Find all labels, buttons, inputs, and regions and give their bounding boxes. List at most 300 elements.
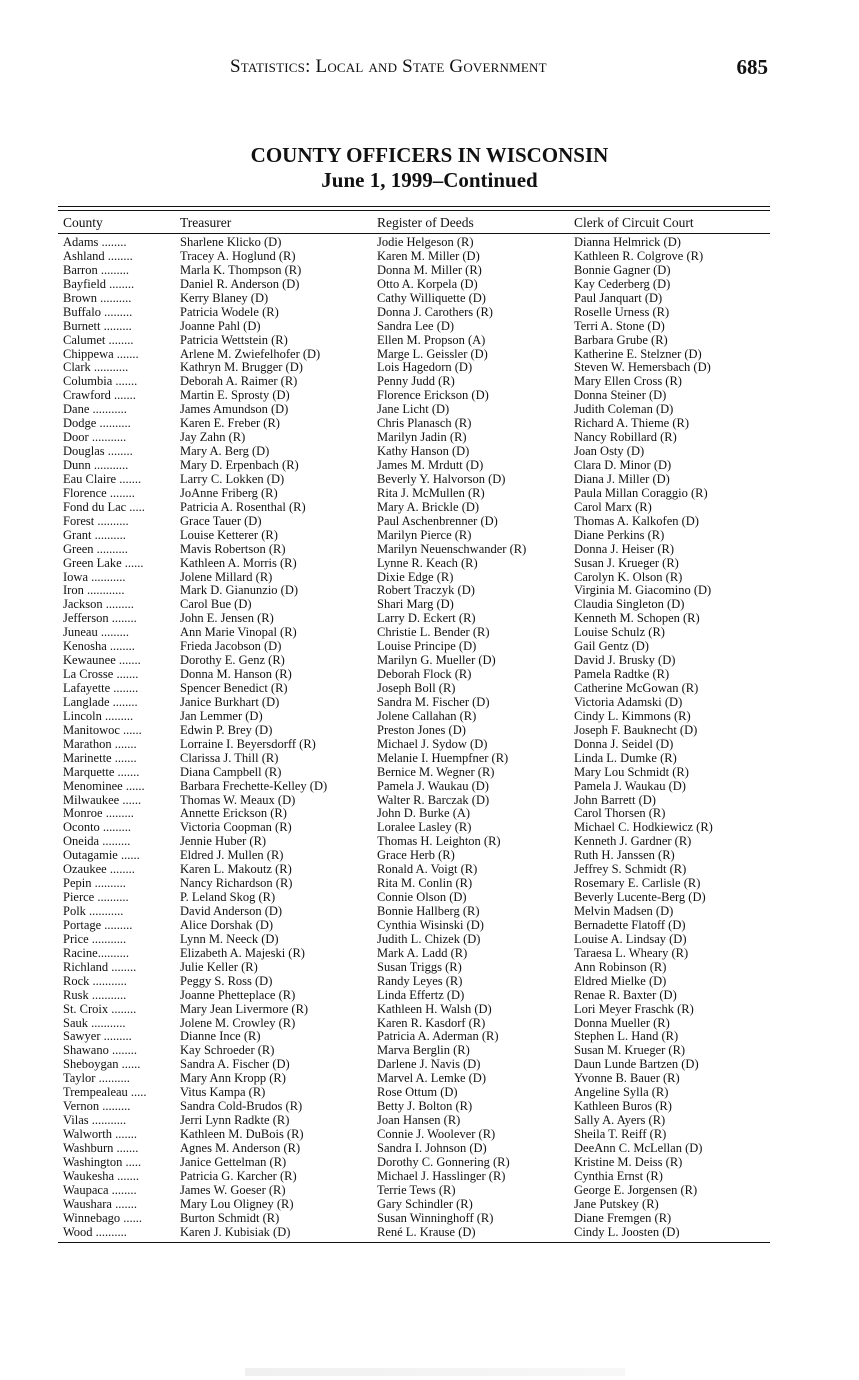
- cell-county: Dodge ..........: [63, 417, 131, 431]
- column-header-county: County: [63, 215, 103, 230]
- cell-register-of-deeds: Donna M. Miller (R): [377, 262, 482, 277]
- cell-clerk-of-circuit-court: Jeffrey S. Schmidt (R): [574, 862, 687, 877]
- cell-register-of-deeds: Lynne R. Keach (R): [377, 555, 478, 570]
- cell-county: Green ..........: [63, 542, 128, 556]
- cell-register-of-deeds: Marvel A. Lemke (D): [377, 1071, 486, 1086]
- table-body: [0, 236, 859, 1240]
- cell-clerk-of-circuit-court: Pamela J. Waukau (D): [574, 778, 686, 793]
- cell-clerk-of-circuit-court: Ann Robinson (R): [574, 959, 667, 974]
- table-row: [0, 891, 859, 905]
- cell-county: Pierce ..........: [63, 891, 129, 905]
- cell-county: Lincoln .........: [63, 709, 134, 723]
- cell-treasurer: Larry C. Lokken (D): [180, 471, 285, 486]
- cell-county: Monroe .........: [63, 807, 134, 821]
- table-row: [0, 487, 859, 501]
- cell-register-of-deeds: Connie J. Woolever (R): [377, 1127, 496, 1141]
- table-row: [0, 1226, 859, 1240]
- cell-register-of-deeds: Judith L. Chizek (D): [377, 931, 481, 946]
- cell-clerk-of-circuit-court: Daun Lunde Bartzen (D): [574, 1057, 699, 1072]
- cell-county: Clark ...........: [63, 361, 129, 375]
- cell-clerk-of-circuit-court: Diana J. Miller (D): [574, 471, 670, 486]
- table-header-row: [0, 214, 859, 232]
- cell-register-of-deeds: Otto A. Korpela (D): [377, 276, 478, 291]
- cell-county: Richland ........: [63, 960, 137, 974]
- cell-county: Kenosha ........: [63, 640, 135, 654]
- table-row: [0, 1142, 859, 1156]
- cell-treasurer: Barbara Frechette-Kelley (D): [180, 778, 328, 793]
- table-row: [0, 445, 859, 459]
- cell-county: Jackson .........: [63, 598, 134, 612]
- cell-clerk-of-circuit-court: Donna J. Seidel (D): [574, 736, 674, 751]
- cell-treasurer: James Amundson (D): [180, 402, 289, 417]
- cell-clerk-of-circuit-court: Paula Millan Coraggio (R): [574, 485, 708, 500]
- table-row: [0, 529, 859, 543]
- cell-county: Outagamie ......: [63, 849, 140, 863]
- cell-county: Sauk ...........: [63, 1016, 126, 1030]
- cell-register-of-deeds: Donna J. Carothers (R): [377, 304, 493, 319]
- cell-register-of-deeds: Florence Erickson (D): [377, 388, 489, 403]
- cell-clerk-of-circuit-court: John Barrett (D): [574, 792, 656, 807]
- cell-county: Rock ...........: [63, 974, 127, 988]
- cell-register-of-deeds: Christie L. Bender (R): [377, 625, 490, 640]
- cell-clerk-of-circuit-court: Roselle Urness (R): [574, 304, 670, 319]
- cell-treasurer: Peggy S. Ross (D): [180, 973, 273, 988]
- cell-treasurer: Joanne Pahl (D): [180, 318, 261, 333]
- cell-clerk-of-circuit-court: Clara D. Minor (D): [574, 458, 672, 472]
- cell-treasurer: Mary D. Erpenbach (R): [180, 458, 299, 472]
- cell-register-of-deeds: John D. Burke (A): [377, 806, 471, 821]
- cell-register-of-deeds: Preston Jones (D): [377, 722, 466, 737]
- table-row: [0, 724, 859, 738]
- cell-county: Fond du Lac .....: [63, 500, 145, 514]
- cell-clerk-of-circuit-court: Kay Cederberg (D): [574, 276, 671, 291]
- cell-treasurer: Kay Schroeder (R): [180, 1043, 275, 1058]
- table-row: [0, 236, 859, 250]
- cell-register-of-deeds: Joan Hansen (R): [377, 1113, 461, 1128]
- table-row: [0, 348, 859, 362]
- running-head: Statistics: Local and State Government: [230, 56, 547, 77]
- cell-treasurer: Jolene Millard (R): [180, 569, 273, 584]
- cell-treasurer: David Anderson (D): [180, 904, 283, 918]
- cell-county: Grant ..........: [63, 528, 126, 542]
- cell-clerk-of-circuit-court: Barbara Grube (R): [574, 332, 668, 347]
- cell-clerk-of-circuit-court: Ruth H. Janssen (R): [574, 848, 675, 863]
- table-title: COUNTY OFFICERS IN WISCONSIN: [250, 143, 609, 167]
- cell-clerk-of-circuit-court: Eldred Mielke (D): [574, 973, 667, 988]
- cell-clerk-of-circuit-court: Rosemary E. Carlisle (R): [574, 876, 701, 891]
- table-row: [0, 835, 859, 849]
- cell-treasurer: Patricia A. Rosenthal (R): [180, 499, 306, 514]
- cell-treasurer: Mary Ann Kropp (R): [180, 1071, 286, 1086]
- table-row: [0, 696, 859, 710]
- cell-county: Waushara .......: [63, 1197, 137, 1211]
- cell-register-of-deeds: Ellen M. Propson (A): [377, 332, 486, 347]
- cell-clerk-of-circuit-court: Mary Lou Schmidt (R): [574, 764, 689, 779]
- table-row: [0, 947, 859, 961]
- cell-treasurer: Clarissa J. Thill (R): [180, 750, 279, 765]
- cell-treasurer: Karen E. Freber (R): [180, 416, 280, 431]
- cell-treasurer: Marla K. Thompson (R): [180, 262, 302, 277]
- cell-county: Jefferson ........: [63, 612, 137, 626]
- table-row: [0, 989, 859, 1003]
- cell-register-of-deeds: Dorothy C. Gonnering (R): [377, 1154, 510, 1169]
- cell-treasurer: Lynn M. Neeck (D): [180, 931, 279, 946]
- table-row: [0, 821, 859, 835]
- cell-county: La Crosse .......: [63, 668, 139, 682]
- cell-register-of-deeds: Shari Marg (D): [377, 597, 454, 612]
- column-header-treasurer: Treasurer: [180, 215, 232, 230]
- bottom-rule: [58, 1242, 770, 1243]
- table-row: [0, 278, 859, 292]
- cell-treasurer: Edwin P. Brey (D): [180, 722, 273, 737]
- cell-county: Chippewa .......: [63, 347, 139, 361]
- cell-treasurer: Deborah A. Raimer (R): [180, 374, 298, 389]
- cell-clerk-of-circuit-court: Renae R. Baxter (D): [574, 987, 677, 1002]
- cell-county: Menominee ......: [63, 779, 145, 793]
- cell-clerk-of-circuit-court: Sally A. Ayers (R): [574, 1113, 666, 1128]
- cell-register-of-deeds: Cathy Williquette (D): [377, 290, 486, 305]
- table-row: [0, 807, 859, 821]
- table-row: [0, 654, 859, 668]
- cell-clerk-of-circuit-court: Dianna Helmrick (D): [574, 235, 681, 249]
- cell-treasurer: Dorothy E. Genz (R): [180, 653, 285, 668]
- cell-clerk-of-circuit-court: Bernadette Flatoff (D): [574, 917, 686, 932]
- cell-clerk-of-circuit-court: Taraesa L. Wheary (R): [574, 945, 689, 960]
- cell-treasurer: Jay Zahn (R): [180, 430, 246, 445]
- cell-clerk-of-circuit-court: Diane Perkins (R): [574, 527, 665, 542]
- cell-county: Trempealeau .....: [63, 1086, 147, 1100]
- table-row: [0, 933, 859, 947]
- table-row: [0, 515, 859, 529]
- cell-clerk-of-circuit-court: Michael C. Hodkiewicz (R): [574, 820, 713, 835]
- cell-register-of-deeds: Joseph Boll (R): [377, 681, 456, 695]
- cell-county: Milwaukee ......: [63, 793, 142, 807]
- cell-clerk-of-circuit-court: Linda L. Dumke (R): [574, 750, 677, 765]
- table-row: [0, 375, 859, 389]
- table-row: [0, 1072, 859, 1086]
- table-row: [0, 1198, 859, 1212]
- cell-county: Ozaukee ........: [63, 863, 135, 877]
- cell-register-of-deeds: Susan Winninghoff (R): [377, 1210, 494, 1225]
- cell-county: Washington .....: [63, 1155, 142, 1169]
- top-rule: [58, 206, 770, 207]
- table-row: [0, 1100, 859, 1114]
- table-row: [0, 794, 859, 808]
- cell-treasurer: Mary A. Berg (D): [180, 444, 270, 459]
- cell-county: Barron .........: [63, 263, 129, 277]
- cell-treasurer: Patricia Wodele (R): [180, 304, 279, 319]
- cell-county: Forest ..........: [63, 514, 129, 528]
- cell-register-of-deeds: Jane Licht (D): [377, 402, 450, 417]
- cell-county: Dane ...........: [63, 403, 127, 417]
- cell-clerk-of-circuit-court: Yvonne B. Bauer (R): [574, 1071, 680, 1086]
- table-row: [0, 361, 859, 375]
- cell-register-of-deeds: Betty J. Bolton (R): [377, 1099, 473, 1114]
- cell-treasurer: Karen L. Makoutz (R): [180, 862, 292, 877]
- table-row: [0, 557, 859, 571]
- cell-clerk-of-circuit-court: Virginia M. Giacomino (D): [574, 583, 712, 598]
- cell-county: Juneau .........: [63, 626, 129, 640]
- cell-clerk-of-circuit-court: Cindy L. Kimmons (R): [574, 708, 691, 723]
- cell-clerk-of-circuit-court: Joan Osty (D): [574, 444, 645, 459]
- cell-clerk-of-circuit-court: Richard A. Thieme (R): [574, 416, 690, 431]
- table-row: [0, 1044, 859, 1058]
- table-row: [0, 961, 859, 975]
- table-row: [0, 905, 859, 919]
- cell-clerk-of-circuit-court: Carol Marx (R): [574, 499, 652, 514]
- cell-treasurer: James W. Goeser (R): [180, 1182, 286, 1197]
- cell-county: Waupaca ........: [63, 1183, 137, 1197]
- table-row: [0, 250, 859, 264]
- cell-register-of-deeds: Karen R. Kasdorf (R): [377, 1015, 486, 1030]
- cell-register-of-deeds: Rita J. McMullen (R): [377, 485, 485, 500]
- cell-register-of-deeds: Randy Leyes (R): [377, 973, 463, 988]
- cell-treasurer: Kathleen A. Morris (R): [180, 555, 297, 570]
- cell-county: Oconto .........: [63, 821, 132, 835]
- cell-clerk-of-circuit-court: Kristine M. Deiss (R): [574, 1154, 683, 1169]
- cell-register-of-deeds: Darlene J. Navis (D): [377, 1057, 481, 1072]
- cell-register-of-deeds: Jolene Callahan (R): [377, 708, 477, 723]
- cell-clerk-of-circuit-court: Angeline Sylla (R): [574, 1085, 669, 1100]
- cell-county: Sawyer .........: [63, 1030, 132, 1044]
- table-row: [0, 598, 859, 612]
- cell-county: Vernon .........: [63, 1100, 131, 1114]
- table-row: [0, 1114, 859, 1128]
- table-row: [0, 1170, 859, 1184]
- cell-clerk-of-circuit-court: Katherine E. Stelzner (D): [574, 346, 702, 361]
- table-row: [0, 459, 859, 473]
- cell-treasurer: Kathleen M. DuBois (R): [180, 1127, 304, 1141]
- cell-register-of-deeds: Pamela J. Waukau (D): [377, 778, 489, 793]
- table-row: [0, 1017, 859, 1031]
- cell-clerk-of-circuit-court: Louise Schulz (R): [574, 625, 665, 640]
- cell-register-of-deeds: Lois Hagedorn (D): [377, 360, 473, 375]
- cell-clerk-of-circuit-court: George E. Jorgensen (R): [574, 1182, 698, 1197]
- cell-treasurer: Nancy Richardson (R): [180, 876, 293, 891]
- cell-clerk-of-circuit-court: Nancy Robillard (R): [574, 430, 677, 445]
- cell-county: Bayfield ........: [63, 277, 135, 291]
- cell-clerk-of-circuit-court: Terri A. Stone (D): [574, 318, 665, 333]
- cell-clerk-of-circuit-court: Thomas A. Kalkofen (D): [574, 513, 699, 528]
- cell-clerk-of-circuit-court: Beverly Lucente-Berg (D): [574, 890, 706, 905]
- cell-clerk-of-circuit-court: Kenneth J. Gardner (R): [574, 834, 692, 849]
- cell-treasurer: Carol Bue (D): [180, 597, 252, 612]
- cell-treasurer: Mark D. Gianunzio (D): [180, 583, 299, 598]
- table-row: [0, 780, 859, 794]
- table-row: [0, 543, 859, 557]
- cell-treasurer: Karen J. Kubisiak (D): [180, 1224, 291, 1239]
- table-row: [0, 473, 859, 487]
- cell-register-of-deeds: Connie Olson (D): [377, 890, 467, 905]
- cell-treasurer: Patricia Wettstein (R): [180, 332, 288, 347]
- cell-register-of-deeds: Kathy Hanson (D): [377, 444, 470, 459]
- cell-treasurer: Mary Lou Oligney (R): [180, 1196, 294, 1211]
- cell-register-of-deeds: Walter R. Barczak (D): [377, 792, 490, 807]
- cell-clerk-of-circuit-court: Kenneth M. Schopen (R): [574, 611, 700, 626]
- cell-treasurer: Frieda Jacobson (D): [180, 639, 282, 654]
- cell-county: Manitowoc ......: [63, 723, 142, 737]
- cell-county: Marinette .......: [63, 751, 137, 765]
- cell-treasurer: Joanne Phetteplace (R): [180, 987, 296, 1002]
- cell-register-of-deeds: Sandra Lee (D): [377, 318, 455, 333]
- cell-county: Door ...........: [63, 431, 127, 445]
- table-row: [0, 584, 859, 598]
- cell-treasurer: Mavis Robertson (R): [180, 541, 286, 556]
- cell-clerk-of-circuit-court: Susan M. Krueger (R): [574, 1043, 686, 1058]
- table-row: [0, 766, 859, 780]
- cell-register-of-deeds: Robert Traczyk (D): [377, 583, 475, 598]
- cell-county: Shawano ........: [63, 1044, 137, 1058]
- cell-treasurer: Annette Erickson (R): [180, 806, 287, 821]
- cell-treasurer: Patricia G. Karcher (R): [180, 1168, 297, 1183]
- cell-treasurer: Grace Tauer (D): [180, 513, 262, 528]
- cell-county: Marquette .......: [63, 765, 140, 779]
- cell-county: St. Croix ........: [63, 1002, 137, 1016]
- cell-register-of-deeds: Marilyn Neuenschwander (R): [377, 541, 527, 556]
- cell-clerk-of-circuit-court: Cindy L. Joosten (D): [574, 1224, 680, 1239]
- table-row: [0, 1086, 859, 1100]
- cell-county: Pepin ..........: [63, 877, 126, 891]
- cell-county: Green Lake ......: [63, 556, 144, 570]
- cell-clerk-of-circuit-court: Melvin Madsen (D): [574, 904, 674, 918]
- cell-treasurer: Janice Burkhart (D): [180, 694, 280, 709]
- cell-county: Lafayette ........: [63, 682, 139, 695]
- cell-register-of-deeds: Terrie Tews (R): [377, 1182, 456, 1197]
- table-row: [0, 738, 859, 752]
- cell-county: Florence ........: [63, 486, 135, 500]
- cell-clerk-of-circuit-court: Claudia Singleton (D): [574, 597, 685, 612]
- cell-treasurer: Diana Campbell (R): [180, 764, 282, 779]
- table-row: [0, 264, 859, 278]
- table-row: [0, 1030, 859, 1044]
- cell-treasurer: Jennie Huber (R): [180, 834, 267, 849]
- cell-clerk-of-circuit-court: Paul Janquart (D): [574, 290, 663, 305]
- cell-register-of-deeds: Thomas H. Leighton (R): [377, 834, 501, 849]
- cell-register-of-deeds: Paul Aschenbrenner (D): [377, 513, 498, 528]
- cell-clerk-of-circuit-court: Donna Mueller (R): [574, 1015, 670, 1030]
- cell-register-of-deeds: Beverly Y. Halvorson (D): [377, 471, 506, 486]
- cell-county: Eau Claire .......: [63, 472, 142, 486]
- cell-county: Price ...........: [63, 932, 127, 946]
- cell-treasurer: Vitus Kampa (R): [180, 1085, 266, 1100]
- cell-register-of-deeds: Linda Effertz (D): [377, 987, 465, 1002]
- cell-county: Langlade ........: [63, 695, 138, 709]
- cell-register-of-deeds: Dixie Edge (R): [377, 569, 454, 584]
- cell-treasurer: Victoria Coopman (R): [180, 820, 292, 835]
- table-row: [0, 501, 859, 515]
- cell-county: Kewaunee .......: [63, 654, 141, 668]
- cell-treasurer: Sharlene Klicko (D): [180, 235, 282, 249]
- cell-treasurer: Dianne Ince (R): [180, 1029, 261, 1044]
- cell-county: Polk ...........: [63, 905, 124, 918]
- cell-register-of-deeds: Grace Herb (R): [377, 848, 455, 863]
- cell-treasurer: Martin E. Sprosty (D): [180, 388, 290, 403]
- cell-register-of-deeds: Gary Schindler (R): [377, 1196, 473, 1211]
- table-row: [0, 1058, 859, 1072]
- cell-treasurer: Sandra A. Fischer (D): [180, 1057, 290, 1072]
- cell-register-of-deeds: Michael J. Sydow (D): [377, 736, 488, 751]
- cell-clerk-of-circuit-court: Kathleen Buros (R): [574, 1099, 672, 1114]
- table-row: [0, 1184, 859, 1198]
- cell-treasurer: Thomas W. Meaux (D): [180, 792, 296, 807]
- cell-clerk-of-circuit-court: Carolyn K. Olson (R): [574, 569, 683, 584]
- cell-treasurer: Arlene M. Zwiefelhofer (D): [180, 346, 321, 361]
- cell-treasurer: Lorraine I. Beyersdorff (R): [180, 736, 316, 751]
- cell-register-of-deeds: Susan Triggs (R): [377, 959, 462, 974]
- table-row: [0, 626, 859, 640]
- cell-county: Winnebago ......: [63, 1211, 142, 1225]
- cell-county: Oneida .........: [63, 835, 131, 849]
- cell-treasurer: Mary Jean Livermore (R): [180, 1001, 309, 1016]
- table-row: [0, 389, 859, 403]
- footer-bleed: [245, 1368, 625, 1376]
- page-number: 685: [736, 55, 768, 79]
- cell-county: Iowa ...........: [63, 570, 126, 584]
- cell-county: Columbia .......: [63, 375, 138, 389]
- cell-treasurer: Louise Ketterer (R): [180, 527, 278, 542]
- cell-clerk-of-circuit-court: Louise A. Lindsay (D): [574, 931, 687, 946]
- table-row: [0, 306, 859, 320]
- cell-treasurer: Ann Marie Vinopal (R): [180, 625, 297, 640]
- cell-register-of-deeds: Ronald A. Voigt (R): [377, 862, 478, 877]
- table-subtitle: June 1, 1999–Continued: [321, 168, 538, 192]
- cell-clerk-of-circuit-court: Catherine McGowan (R): [574, 681, 699, 695]
- cell-register-of-deeds: Bernice M. Wegner (R): [377, 764, 495, 779]
- cell-treasurer: Julie Keller (R): [180, 959, 258, 974]
- cell-treasurer: JoAnne Friberg (R): [180, 485, 278, 500]
- cell-treasurer: Kathryn M. Brugger (D): [180, 360, 303, 375]
- cell-register-of-deeds: Cynthia Wisinski (D): [377, 917, 484, 932]
- cell-register-of-deeds: Sandra M. Fischer (D): [377, 694, 490, 709]
- table-row: [0, 1212, 859, 1226]
- cell-treasurer: Elizabeth A. Majeski (R): [180, 945, 305, 960]
- cell-treasurer: P. Leland Skog (R): [180, 890, 276, 905]
- cell-county: Racine..........: [63, 946, 129, 960]
- cell-treasurer: Daniel R. Anderson (D): [180, 276, 300, 291]
- cell-register-of-deeds: Patricia A. Aderman (R): [377, 1029, 499, 1044]
- cell-treasurer: Eldred J. Mullen (R): [180, 848, 284, 863]
- cell-county: Rusk ...........: [63, 988, 127, 1002]
- cell-register-of-deeds: Michael J. Hasslinger (R): [377, 1168, 506, 1183]
- cell-treasurer: Agnes M. Anderson (R): [180, 1140, 301, 1155]
- cell-county: Crawford .......: [63, 389, 136, 403]
- cell-register-of-deeds: Karen M. Miller (D): [377, 248, 480, 263]
- cell-treasurer: Kerry Blaney (D): [180, 290, 269, 305]
- table-row: [0, 612, 859, 626]
- cell-county: Buffalo .........: [63, 305, 133, 319]
- cell-county: Vilas ...........: [63, 1114, 127, 1128]
- cell-county: Calumet ........: [63, 333, 134, 347]
- column-header-register-of-deeds: Register of Deeds: [377, 215, 474, 230]
- cell-treasurer: Jolene M. Crowley (R): [180, 1015, 296, 1030]
- table-row: [0, 431, 859, 445]
- table-row: [0, 571, 859, 585]
- cell-register-of-deeds: René L. Krause (D): [377, 1224, 476, 1239]
- cell-treasurer: Janice Gettelman (R): [180, 1154, 287, 1169]
- cell-clerk-of-circuit-court: Pamela Radtke (R): [574, 667, 670, 682]
- cell-register-of-deeds: Penny Judd (R): [377, 374, 455, 389]
- table-row: [0, 320, 859, 334]
- cell-clerk-of-circuit-court: Jane Putskey (R): [574, 1196, 659, 1211]
- cell-register-of-deeds: Sandra I. Johnson (D): [377, 1140, 487, 1155]
- table-row: [0, 334, 859, 348]
- cell-treasurer: Donna M. Hanson (R): [180, 667, 292, 682]
- cell-clerk-of-circuit-court: Diane Fremgen (R): [574, 1210, 672, 1225]
- table-row: [0, 640, 859, 654]
- header-rule: [58, 233, 770, 234]
- cell-register-of-deeds: Marilyn G. Mueller (D): [377, 653, 496, 668]
- cell-register-of-deeds: Bonnie Hallberg (R): [377, 904, 480, 918]
